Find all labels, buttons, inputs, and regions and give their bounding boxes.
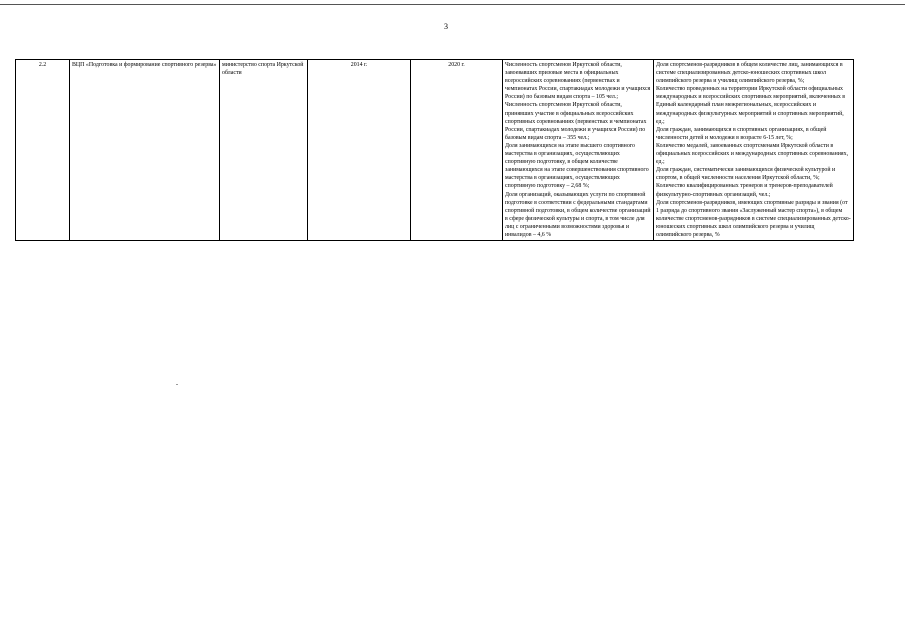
top-border-line [0, 4, 905, 5]
indicators-cell: Доля спортсменов-разрядников в общем количестве лиц, занимающихся в системе специализированных детско-юношеских спортивных школ олимпийского резерва и училищ олимпийского резерва, %; Количество проведенных на территории Иркутской области официальных международных и всероссийских спортивных мероприятий, включенных в Единый календарный план межрегиональных, всероссийских и международных физкультурных мероприятий и спортивных мероприятий, ед.; Доля граждан, занимающихся в спортивных организациях, в общей численности детей и молодежи в возрасте 6-15 лет, %; Количество медалей, завоеванных спортсменами Иркутской области в официальных всероссийских и международных спортивных соревнованиях, ед.; Доля граждан, систематически занимающихся физической культурой и спортом, в общей численности населения Иркутской области, %; Количество квалифицированных тренеров и тренеров-преподавателей физкультурно-спортивных организаций, чел.; Доля спортсменов-разрядников, имеющих спортивные разряды и звания (от 1 разряда до спортивного звания «Заслуженный мастер спорта»), в общем количестве спортсменов-разрядников в системе специализированных детско-юношеских спортивных школ олимпийского резерва и училищ олимпийского резерва, % [654, 60, 854, 241]
program-table [15, 59, 854, 241]
table-row [16, 60, 854, 241]
row-number-cell: 2.2 [16, 60, 70, 241]
start-year-cell: 2014 г. [308, 60, 411, 241]
executor-cell: министерство спорта Иркутской области [220, 60, 308, 241]
program-name-cell: ВЦП «Подготовка и формирование спортивного резерва» [70, 60, 220, 241]
target-results-cell: Численность спортсменов Иркутской области, завоевавших призовые места в официальных всероссийских соревнованиях (первенствах и чемпионатах России, спартакиадах молодежи и учащихся России) по базовым видам спорта – 105 чел.; Численность спортсменов Иркутской области, принявших участие в официальных всероссийских спортивных соревнованиях (первенствах и чемпионатах России, спартакиадах молодежи и учащихся России) по базовым видам спорта – 355 чел.; Доля занимающихся на этапе высшего спортивного мастерства в организациях, осуществляющих спортивную подготовку, в общем количестве занимающихся на этапе совершенствования спортивного мастерства в организациях, осуществляющих спортивную подготовку – 2,68 %; Доля организаций, оказывающих услуги по спортивной подготовке в соответствии с федеральными стандартами спортивной подготовки, в общем количестве организаций в сфере физической культуры и спорта, в том числе для лиц с ограниченными возможностями здоровья и инвалидов – 4,6 % [503, 60, 654, 241]
end-year-cell: 2020 г. [411, 60, 503, 241]
page-number: 3 [444, 22, 448, 31]
scan-speck [176, 384, 178, 385]
